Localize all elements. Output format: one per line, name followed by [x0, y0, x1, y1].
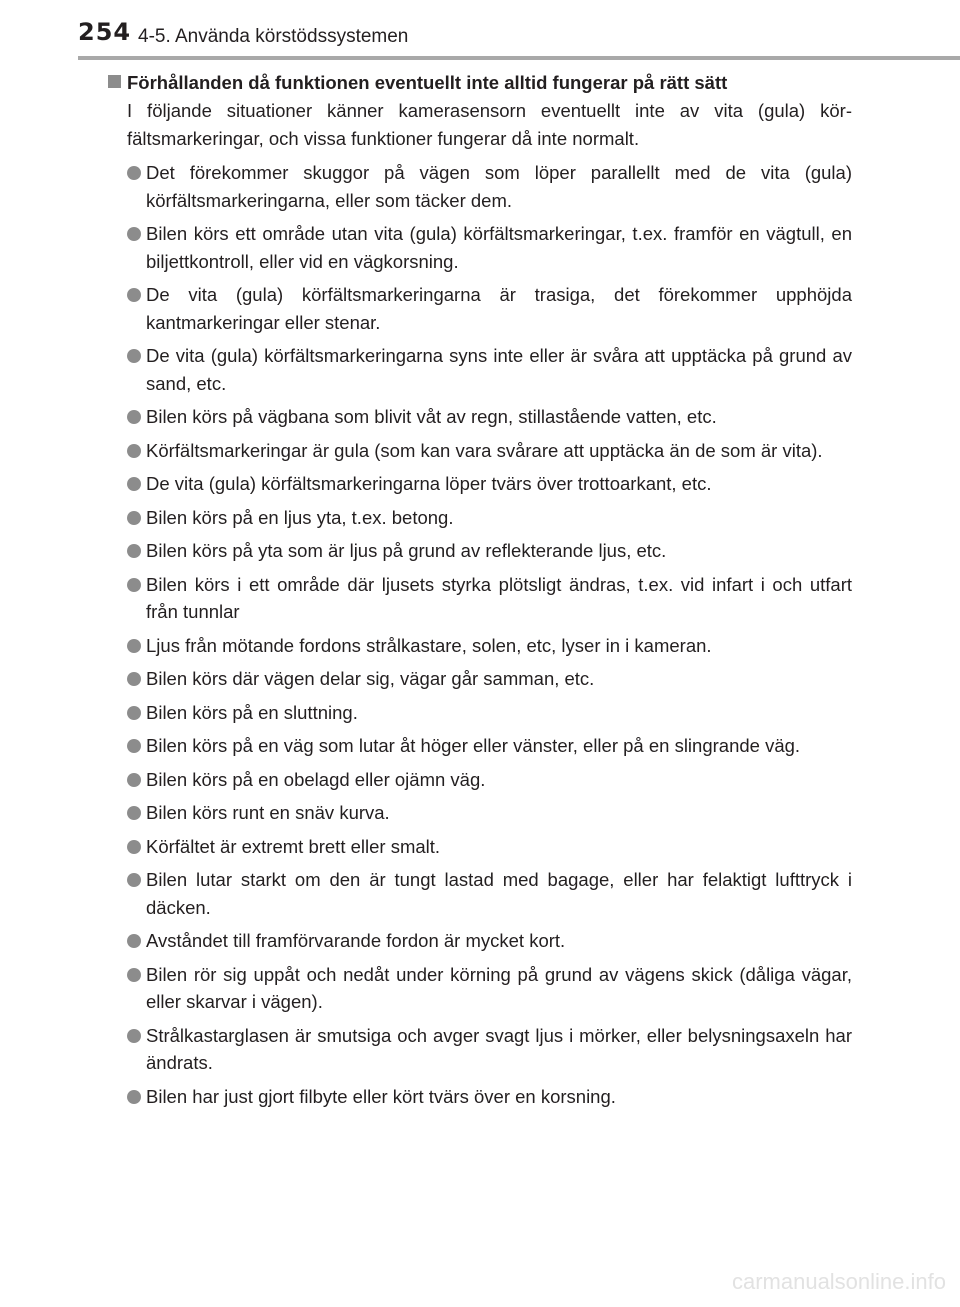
list-item: [108, 537, 852, 565]
list-item-text: Ljus från mötande fordons strålkastare, solen, etc, lyser in i kameran.: [146, 634, 712, 656]
bullet-dot-icon: [127, 511, 141, 525]
list-item-text: Körfältet är extremt brett eller smalt.: [146, 835, 441, 857]
list-item: [108, 504, 852, 532]
section-intro: I följande situationer känner kamerasensorn eventuellt inte av vita (gula) körfältsmarkeringar, och vissa funktioner fungerar då inte normalt.: [127, 100, 852, 149]
section-title: 4-5. Använda körstödssystemen: [138, 26, 409, 47]
page-number: 254: [78, 18, 132, 46]
page-content: [108, 69, 852, 1110]
list-item: [108, 699, 852, 727]
list-item: [108, 833, 852, 861]
bullet-dot-icon: [127, 773, 141, 787]
list-item: [108, 571, 852, 626]
bullet-dot-icon: [127, 672, 141, 686]
list-item-text: Det förekommer skuggor på vägen som löper parallellt med de vita (gula) körfältsmarkeringarna, eller som täcker dem.: [146, 162, 852, 211]
list-item-text: Bilen körs på en ljus yta, t.ex. betong.: [146, 506, 454, 528]
bullet-dot-icon: [127, 444, 141, 458]
list-item: [108, 1022, 852, 1077]
list-item-text: Bilen lutar starkt om den är tungt lastad med bagage, eller har felaktigt lufttryck i däcken.: [146, 869, 852, 918]
bullet-dot-icon: [127, 477, 141, 491]
list-item: [108, 220, 852, 275]
bullet-dot-icon: [127, 544, 141, 558]
list-item: [108, 961, 852, 1016]
header-divider: [78, 56, 960, 60]
list-item: [108, 665, 852, 693]
bullet-dot-icon: [127, 639, 141, 653]
bullet-dot-icon: [127, 1029, 141, 1043]
list-item-text: De vita (gula) körfältsmarkeringarna syns inte eller är svåra att upptäcka på grund av sand, etc.: [146, 345, 852, 394]
list-item-text: Bilen körs ett område utan vita (gula) körfältsmarkeringar, t.ex. framför en vägtull, en biljettkontroll, eller vid en vägkorsning.: [146, 223, 852, 272]
list-item-text: De vita (gula) körfältsmarkeringarna är trasiga, det förekommer upphöjda kantmarkeringar eller stenar.: [146, 284, 852, 333]
list-item-text: De vita (gula) körfältsmarkeringarna löper tvärs över trottoarkant, etc.: [146, 473, 712, 494]
list-item-text: Bilen körs på vägbana som blivit våt av regn, stillastående vatten, etc.: [146, 406, 717, 427]
section-heading: [108, 69, 852, 96]
bullet-dot-icon: [127, 968, 141, 982]
bullet-dot-icon: [127, 578, 141, 592]
list-item-text: Avståndet till framförvarande fordon är mycket kort.: [146, 930, 566, 951]
bullet-dot-icon: [127, 349, 141, 363]
list-item-text: Bilen körs i ett område där ljusets styrka plötsligt ändras, t.ex. vid infart i och utfart från tunnlar: [146, 573, 852, 622]
list-item: [108, 281, 852, 336]
list-item-text: Körfältsmarkeringar är gula (som kan vara svårare att upptäcka än de som är vita).: [146, 439, 823, 461]
list-item: [108, 799, 852, 827]
list-item-text: Bilen har just gjort filbyte eller kört tvärs över en korsning.: [146, 1085, 616, 1107]
bullet-dot-icon: [127, 873, 141, 887]
list-item-text: Bilen körs på en sluttning.: [146, 701, 358, 723]
list-item: [108, 470, 852, 498]
list-item: [108, 632, 852, 660]
list-item: [108, 1083, 852, 1111]
list-item: [108, 403, 852, 431]
list-item-text: Bilen körs där vägen delar sig, vägar går samman, etc.: [146, 668, 595, 689]
list-item: [108, 342, 852, 397]
square-bullet-icon: [108, 75, 121, 88]
bullet-dot-icon: [127, 410, 141, 424]
list-item: [108, 159, 852, 214]
list-item-text: Bilen körs på en väg som lutar åt höger eller vänster, eller på en slingrande väg.: [146, 735, 801, 756]
list-item: [108, 766, 852, 794]
watermark: carmanualsonline.info: [731, 1269, 946, 1294]
bullet-dot-icon: [127, 739, 141, 753]
bullet-dot-icon: [127, 1090, 141, 1104]
list-item-text: Bilen körs på yta som är ljus på grund av reflekterande ljus, etc.: [146, 540, 667, 561]
list-item: [108, 866, 852, 921]
list-item: [108, 732, 852, 760]
bullet-dot-icon: [127, 934, 141, 948]
bullet-dot-icon: [127, 227, 141, 241]
bullet-dot-icon: [127, 706, 141, 720]
list-item-text: Bilen körs på en obelagd eller ojämn väg.: [146, 768, 486, 790]
bullet-dot-icon: [127, 840, 141, 854]
list-item: [108, 927, 852, 955]
list-item: [108, 437, 852, 465]
list-item-text: Strålkastarglasen är smutsiga och avger svagt ljus i mörker, eller belysningsaxeln har ändrats.: [146, 1024, 852, 1073]
section-heading-text: Förhållanden då funktionen eventuellt inte alltid fungerar på rätt sätt: [127, 72, 728, 93]
list-item-text: Bilen rör sig uppåt och nedåt under körning på grund av vägens skick (dåliga vägar, eller skarvar i vägen).: [146, 963, 852, 1012]
page-header: [0, 0, 960, 60]
bullet-dot-icon: [127, 288, 141, 302]
bullet-dot-icon: [127, 166, 141, 180]
condition-list: [108, 159, 852, 1110]
list-item-text: Bilen körs runt en snäv kurva.: [146, 802, 390, 823]
bullet-dot-icon: [127, 806, 141, 820]
